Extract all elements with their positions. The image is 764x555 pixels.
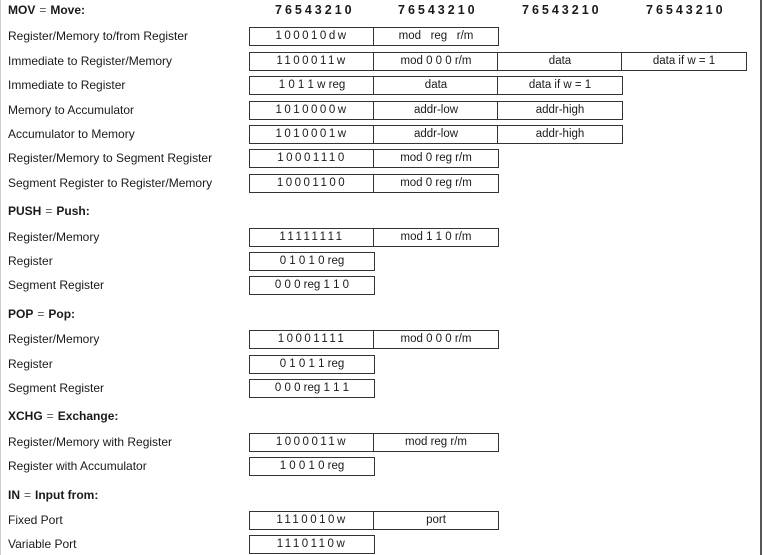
equals-sign: =	[45, 204, 53, 219]
encoding-byte-3: data if w = 1	[497, 76, 623, 95]
bit-header-byte-3: 76543210	[522, 3, 602, 17]
encoding-byte-1: 0 1 0 1 0 reg	[249, 252, 375, 271]
row-label: Immediate to Register	[8, 78, 126, 93]
row-label: Register with Accumulator	[8, 459, 147, 474]
encoding-byte-1: 100010dw	[249, 27, 375, 46]
encoding-byte-2: port	[373, 511, 499, 530]
encoding-byte-1: 1 0 1 1 w reg	[249, 76, 375, 95]
row-label: Register/Memory to Segment Register	[8, 151, 213, 166]
section-name: Move:	[50, 3, 86, 17]
encoding-byte-1: 10001110	[249, 149, 375, 168]
row-label: Segment Register	[8, 278, 105, 293]
row-label: Immediate to Register/Memory	[8, 53, 173, 68]
equals-sign: =	[24, 487, 32, 502]
row-label: Segment Register to Register/Memory	[8, 175, 213, 190]
encoding-byte-4: data if w = 1	[621, 52, 747, 71]
section-name: Input from:	[35, 487, 99, 502]
row-label: Fixed Port	[8, 513, 63, 527]
mnemonic: PUSH	[8, 204, 42, 219]
encoding-byte-1: 1000011w	[249, 433, 375, 452]
encoding-byte-1: 11111111	[249, 228, 375, 247]
mnemonic: IN	[8, 487, 20, 502]
section-name: Pop:	[48, 306, 76, 321]
section-title-mov	[8, 3, 85, 17]
row-label: Register	[8, 254, 53, 268]
row-label: Accumulator to Memory	[8, 127, 135, 141]
section-title-in	[8, 488, 98, 502]
section-name: Exchange:	[57, 409, 119, 424]
equals-sign: =	[39, 3, 47, 17]
equals-sign: =	[46, 409, 54, 424]
equals-sign: =	[37, 306, 45, 321]
row-label: Memory to Accumulator	[8, 102, 135, 117]
encoding-byte-3: data	[497, 52, 623, 71]
encoding-byte-1: 0 0 0 reg 1 1 0	[249, 276, 375, 295]
section-title-pop	[8, 307, 75, 321]
mnemonic: MOV	[8, 3, 36, 17]
encoding-byte-1: 10001100	[249, 174, 375, 193]
bit-header-byte-4: 76543210	[646, 3, 726, 17]
encoding-byte-1: 1110010w	[249, 511, 375, 530]
encoding-byte-3: addr-high	[497, 125, 623, 144]
encoding-byte-2: addr-low	[373, 101, 499, 120]
section-name: Push:	[56, 204, 90, 219]
mnemonic: XCHG	[8, 409, 43, 424]
row-label: Register/Memory with Register	[8, 434, 173, 449]
encoding-byte-2: mod 0 0 0 r/m	[373, 330, 499, 349]
encoding-byte-1: 0 0 0 reg 1 1 1	[249, 379, 375, 398]
row-label: Variable Port	[8, 537, 77, 552]
bit-header-byte-1: 76543210	[275, 3, 355, 17]
encoding-byte-1: 1 0 0 1 0 reg	[249, 457, 375, 476]
bit-header-byte-2: 76543210	[398, 3, 478, 17]
row-label: Register	[8, 356, 53, 371]
encoding-byte-3: addr-high	[497, 101, 623, 120]
section-title-xchg	[8, 409, 118, 423]
encoding-byte-2: mod 0 reg r/m	[373, 174, 499, 193]
encoding-byte-2: addr-low	[373, 125, 499, 144]
row-label: Segment Register	[8, 381, 105, 395]
encoding-byte-2: mod 1 1 0 r/m	[373, 228, 499, 247]
row-label: Register/Memory	[8, 229, 100, 244]
mnemonic: POP	[8, 306, 34, 321]
row-label: Register/Memory	[8, 332, 100, 347]
encoding-byte-2: data	[373, 76, 499, 95]
encoding-byte-1: 1010000w	[249, 101, 375, 120]
encoding-byte-1: 1100011w	[249, 52, 375, 71]
encoding-byte-2: mod reg r/m	[373, 27, 499, 46]
encoding-byte-1: 1110110w	[249, 535, 375, 554]
encoding-byte-2: mod 0 0 0 r/m	[373, 52, 499, 71]
row-label: Register/Memory to/from Register	[8, 29, 189, 44]
encoding-byte-1: 0 1 0 1 1 reg	[249, 355, 375, 374]
encoding-byte-2: mod 0 reg r/m	[373, 149, 499, 168]
encoding-byte-1: 10001111	[249, 330, 375, 349]
encoding-byte-1: 1010001w	[249, 125, 375, 144]
section-title-push	[8, 204, 90, 218]
encoding-byte-2: mod reg r/m	[373, 433, 499, 452]
